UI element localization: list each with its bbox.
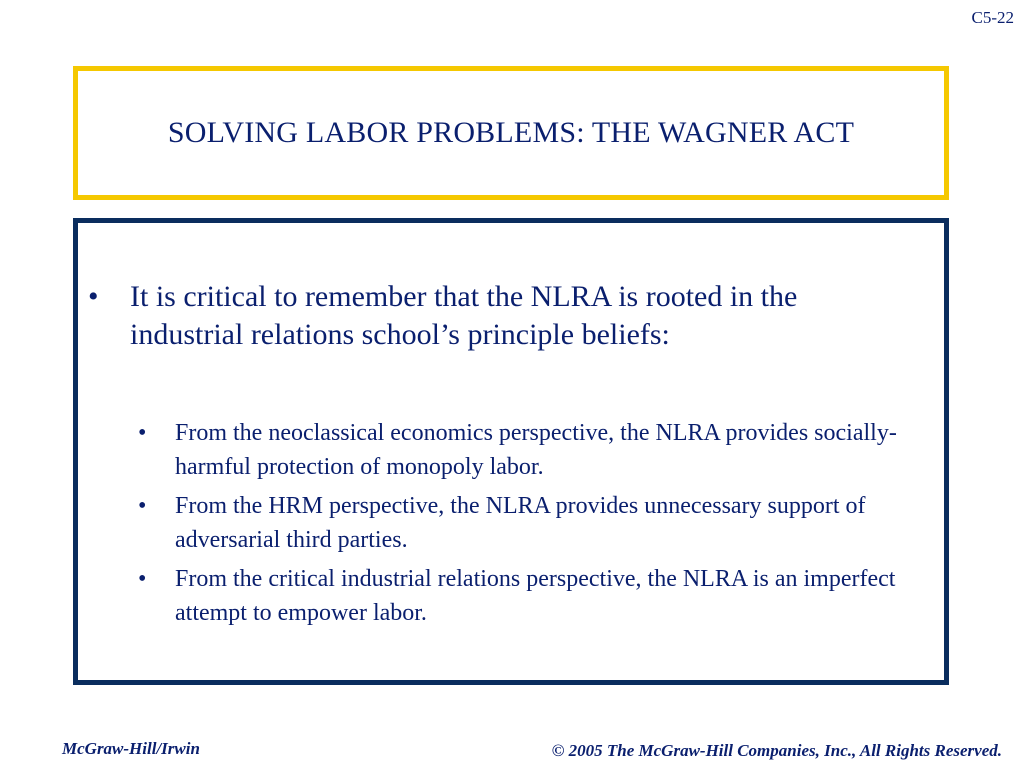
slide-title: SOLVING LABOR PROBLEMS: THE WAGNER ACT [167,116,855,149]
content-box [73,218,949,685]
main-bullet-text: It is critical to remember that the NLRA is rooted in the industrial relations school’s principle beliefs: [130,280,798,351]
bullet-icon: • [138,493,147,519]
sub-bullet-item [138,562,928,630]
sub-bullet-text: From the critical industrial relations perspective, the NLRA is an imperfect attempt to empower labor. [175,566,896,626]
bullet-icon: • [138,566,147,592]
sub-bullet-list [138,416,928,635]
title-box [73,66,949,200]
sub-bullet-item [138,489,928,557]
sub-bullet-text: From the neoclassical economics perspective, the NLRA provides socially-harmful protection of monopoly labor. [175,420,897,480]
footer-copyright: © 2005 The McGraw-Hill Companies, Inc., All Rights Reserved. [551,741,1002,760]
sub-bullet-text: From the HRM perspective, the NLRA provides unnecessary support of adversarial third parties. [175,493,866,553]
sub-bullet-item [138,416,928,484]
slide-number: C5-22 [971,8,1014,27]
footer-publisher: McGraw-Hill/Irwin [62,739,200,758]
main-bullet [88,278,918,354]
bullet-icon: • [88,280,99,313]
bullet-icon: • [138,420,147,446]
